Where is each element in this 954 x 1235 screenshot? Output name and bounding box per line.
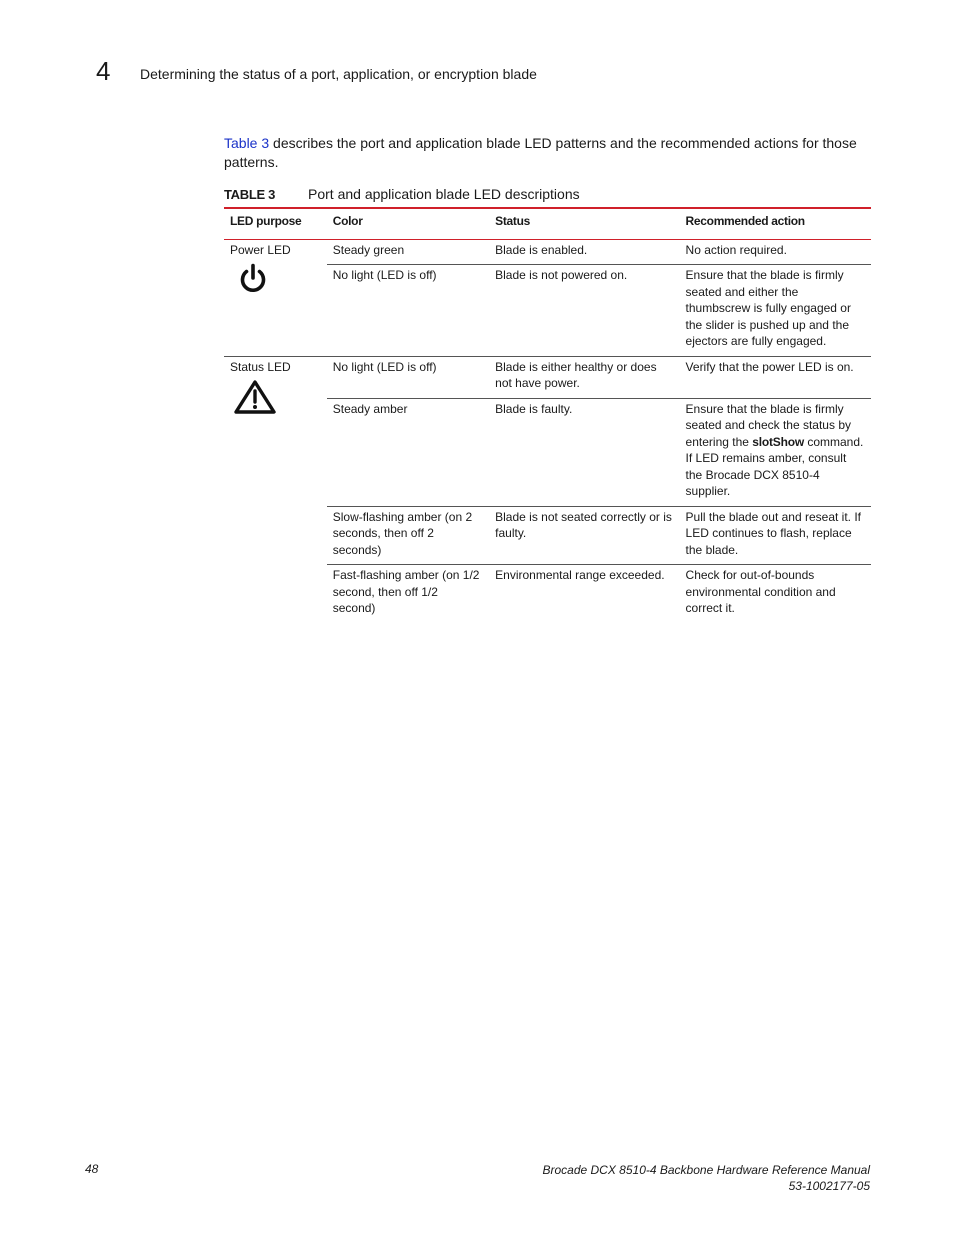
cell-status: Blade is faulty.	[489, 398, 679, 506]
cell-status: Blade is either healthy or does not have power.	[489, 356, 679, 398]
cell-color: Fast-flashing amber (on 1/2 second, then off 1/2 second)	[332, 568, 480, 615]
cell-color: Slow-flashing amber (on 2 seconds, then off 2 seconds)	[327, 506, 489, 565]
slotshow-command: slotShow	[752, 434, 804, 449]
table-3-link[interactable]: Table 3	[224, 135, 270, 151]
cell-action: Ensure that the blade is firmly seated and either the thumbscrew is fully engaged or the slider is pushed up and the ejectors are fully engaged.	[680, 265, 871, 357]
table-caption-label: TABLE 3	[224, 187, 276, 202]
table-caption-title: Port and application blade LED descriptions	[308, 186, 580, 202]
cell-status: Blade is enabled.	[489, 239, 679, 265]
footer-manual-info	[542, 1162, 870, 1194]
chapter-title: Determining the status of a port, application, or encryption blade	[140, 66, 537, 82]
manual-title: Brocade DCX 8510-4 Backbone Hardware Reference Manual	[542, 1163, 870, 1177]
cell-action	[680, 398, 871, 506]
power-led-label: Power LED	[230, 242, 291, 257]
table-header-row	[224, 208, 871, 239]
status-led-label: Status LED	[230, 359, 291, 374]
page-number: 48	[85, 1162, 99, 1176]
power-icon	[236, 262, 321, 301]
status-led-cell	[224, 356, 327, 623]
header-recommended-action: Recommended action	[680, 208, 871, 239]
power-led-cell	[224, 239, 327, 356]
cell-color: Steady amber	[327, 398, 489, 506]
cell-action: No action required.	[680, 239, 871, 265]
intro-text: describes the port and application blade LED patterns and the recommended actions for those patterns.	[224, 135, 857, 170]
table-row	[224, 356, 871, 398]
header-status: Status	[489, 208, 679, 239]
action-text: Ensure that the blade is firmly seated and check the status by entering the	[685, 401, 851, 449]
cell-action: Pull the blade out and reseat it. If LED continues to flash, replace the blade.	[680, 506, 871, 565]
cell-status: Environmental range exceeded.	[495, 568, 665, 582]
doc-number: 53-1002177-05	[788, 1179, 870, 1193]
header-color: Color	[327, 208, 489, 239]
table-caption	[224, 186, 874, 202]
cell-action: Verify that the power LED is on.	[680, 356, 871, 398]
cell-color: No light (LED is off)	[327, 265, 489, 357]
cell-color: No light (LED is off)	[327, 356, 489, 398]
intro-paragraph	[224, 134, 874, 172]
table-row	[224, 239, 871, 265]
header-led-purpose: LED purpose	[224, 208, 327, 239]
action-text: command. If LED remains amber, consult the Brocade DCX 8510-4 supplier.	[685, 434, 864, 498]
led-description-table	[224, 207, 871, 623]
cell-status: Blade is not powered on.	[489, 265, 679, 357]
warning-icon	[233, 379, 321, 420]
cell-status: Blade is not seated correctly or is faulty.	[489, 506, 679, 565]
cell-action: Check for out-of-bounds environmental condition and correct it.	[685, 568, 836, 615]
cell-color: Steady green	[327, 239, 489, 265]
chapter-number: 4	[96, 56, 111, 86]
